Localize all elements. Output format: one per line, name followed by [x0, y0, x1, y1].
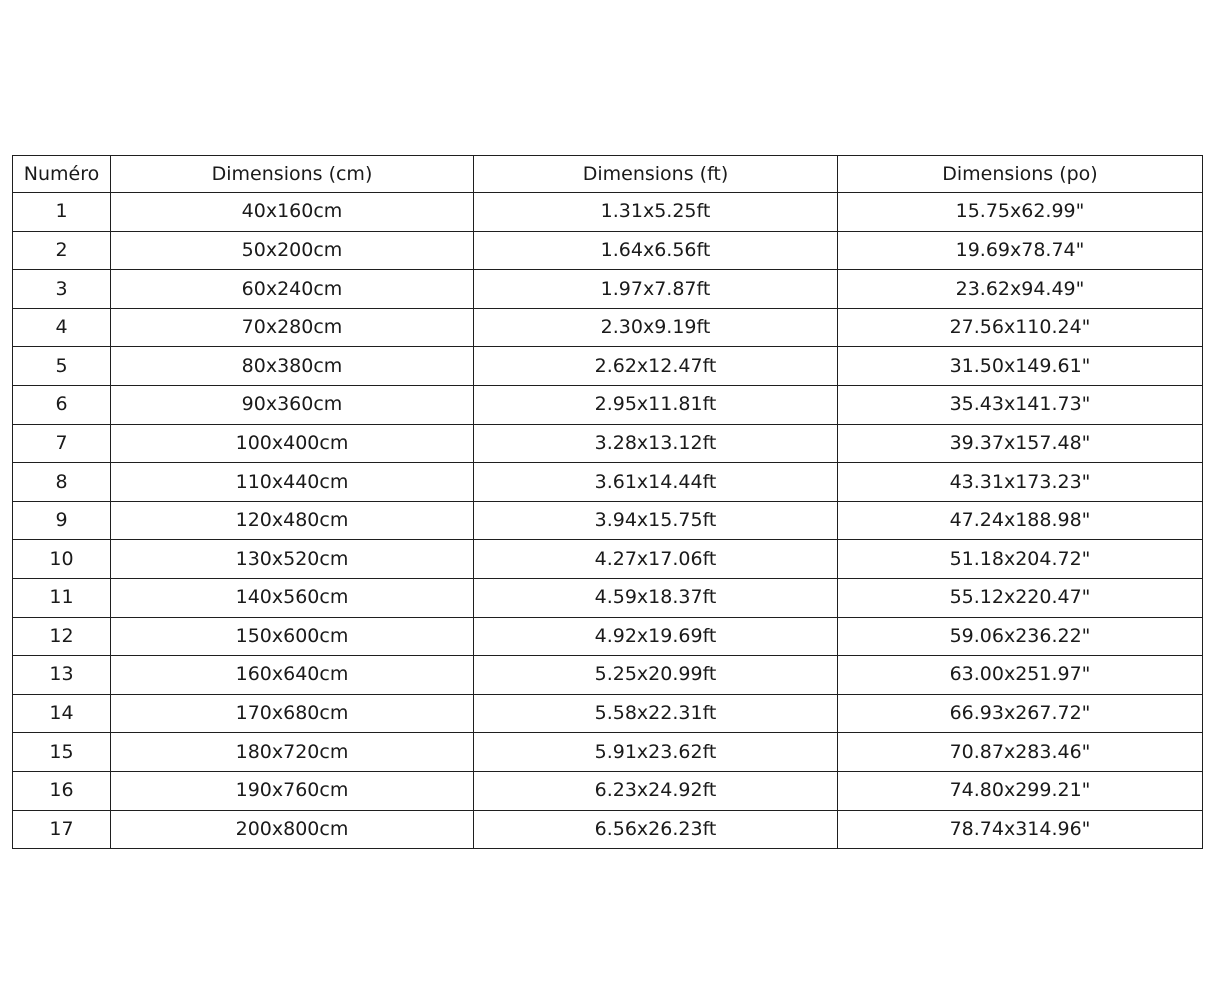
table-row: [13, 540, 1203, 579]
table-header: [13, 156, 1203, 193]
table-row: [13, 578, 1203, 617]
table-row: [13, 617, 1203, 656]
cell-dimensions-ft: 5.91x23.62ft: [474, 733, 838, 772]
dimensions-table: [12, 155, 1203, 849]
cell-dimensions-po: 15.75x62.99": [838, 193, 1203, 232]
cell-dimensions-po: 70.87x283.46": [838, 733, 1203, 772]
table-row: [13, 385, 1203, 424]
cell-dimensions-ft: 6.23x24.92ft: [474, 771, 838, 810]
cell-dimensions-po: 66.93x267.72": [838, 694, 1203, 733]
cell-numero: 12: [13, 617, 111, 656]
cell-dimensions-cm: 50x200cm: [111, 231, 474, 270]
cell-dimensions-ft: 4.59x18.37ft: [474, 578, 838, 617]
cell-dimensions-ft: 1.97x7.87ft: [474, 270, 838, 309]
table-row: [13, 270, 1203, 309]
cell-numero: 1: [13, 193, 111, 232]
cell-numero: 8: [13, 463, 111, 502]
cell-numero: 7: [13, 424, 111, 463]
table-row: [13, 347, 1203, 386]
cell-dimensions-po: 59.06x236.22": [838, 617, 1203, 656]
cell-dimensions-cm: 120x480cm: [111, 501, 474, 540]
cell-dimensions-ft: 4.27x17.06ft: [474, 540, 838, 579]
cell-dimensions-cm: 190x760cm: [111, 771, 474, 810]
cell-dimensions-po: 51.18x204.72": [838, 540, 1203, 579]
table-row: [13, 694, 1203, 733]
table-header-row: [13, 156, 1203, 193]
cell-dimensions-cm: 60x240cm: [111, 270, 474, 309]
cell-dimensions-po: 55.12x220.47": [838, 578, 1203, 617]
table-body: [13, 193, 1203, 849]
column-header-dimensions-po: Dimensions (po): [838, 156, 1203, 193]
cell-dimensions-ft: 2.30x9.19ft: [474, 308, 838, 347]
cell-numero: 2: [13, 231, 111, 270]
cell-numero: 16: [13, 771, 111, 810]
cell-dimensions-cm: 80x380cm: [111, 347, 474, 386]
column-header-dimensions-ft: Dimensions (ft): [474, 156, 838, 193]
cell-numero: 4: [13, 308, 111, 347]
cell-dimensions-cm: 110x440cm: [111, 463, 474, 502]
cell-dimensions-ft: 3.61x14.44ft: [474, 463, 838, 502]
cell-dimensions-ft: 3.94x15.75ft: [474, 501, 838, 540]
cell-dimensions-cm: 150x600cm: [111, 617, 474, 656]
table-row: [13, 733, 1203, 772]
cell-dimensions-po: 23.62x94.49": [838, 270, 1203, 309]
cell-dimensions-ft: 2.62x12.47ft: [474, 347, 838, 386]
cell-dimensions-cm: 170x680cm: [111, 694, 474, 733]
cell-dimensions-ft: 3.28x13.12ft: [474, 424, 838, 463]
cell-dimensions-po: 27.56x110.24": [838, 308, 1203, 347]
cell-dimensions-po: 78.74x314.96": [838, 810, 1203, 849]
table-row: [13, 308, 1203, 347]
cell-dimensions-po: 74.80x299.21": [838, 771, 1203, 810]
cell-numero: 6: [13, 385, 111, 424]
table-row: [13, 771, 1203, 810]
cell-dimensions-ft: 5.25x20.99ft: [474, 656, 838, 695]
cell-dimensions-cm: 40x160cm: [111, 193, 474, 232]
cell-dimensions-cm: 180x720cm: [111, 733, 474, 772]
cell-dimensions-cm: 160x640cm: [111, 656, 474, 695]
table-row: [13, 231, 1203, 270]
cell-numero: 15: [13, 733, 111, 772]
column-header-numero: Numéro: [13, 156, 111, 193]
cell-numero: 14: [13, 694, 111, 733]
dimensions-table-container: [12, 155, 1202, 849]
cell-numero: 17: [13, 810, 111, 849]
cell-numero: 10: [13, 540, 111, 579]
cell-numero: 11: [13, 578, 111, 617]
cell-dimensions-cm: 140x560cm: [111, 578, 474, 617]
cell-dimensions-cm: 90x360cm: [111, 385, 474, 424]
cell-numero: 3: [13, 270, 111, 309]
cell-dimensions-po: 31.50x149.61": [838, 347, 1203, 386]
cell-dimensions-ft: 1.64x6.56ft: [474, 231, 838, 270]
cell-dimensions-ft: 5.58x22.31ft: [474, 694, 838, 733]
table-row: [13, 501, 1203, 540]
table-row: [13, 656, 1203, 695]
cell-dimensions-ft: 6.56x26.23ft: [474, 810, 838, 849]
table-row: [13, 424, 1203, 463]
cell-dimensions-po: 43.31x173.23": [838, 463, 1203, 502]
cell-dimensions-cm: 200x800cm: [111, 810, 474, 849]
cell-dimensions-cm: 100x400cm: [111, 424, 474, 463]
cell-dimensions-po: 35.43x141.73": [838, 385, 1203, 424]
cell-dimensions-cm: 130x520cm: [111, 540, 474, 579]
cell-dimensions-po: 39.37x157.48": [838, 424, 1203, 463]
cell-dimensions-cm: 70x280cm: [111, 308, 474, 347]
cell-dimensions-ft: 1.31x5.25ft: [474, 193, 838, 232]
cell-dimensions-ft: 2.95x11.81ft: [474, 385, 838, 424]
cell-numero: 5: [13, 347, 111, 386]
table-row: [13, 193, 1203, 232]
cell-dimensions-ft: 4.92x19.69ft: [474, 617, 838, 656]
cell-numero: 13: [13, 656, 111, 695]
table-row: [13, 463, 1203, 502]
cell-dimensions-po: 19.69x78.74": [838, 231, 1203, 270]
cell-dimensions-po: 63.00x251.97": [838, 656, 1203, 695]
table-row: [13, 810, 1203, 849]
column-header-dimensions-cm: Dimensions (cm): [111, 156, 474, 193]
cell-numero: 9: [13, 501, 111, 540]
cell-dimensions-po: 47.24x188.98": [838, 501, 1203, 540]
